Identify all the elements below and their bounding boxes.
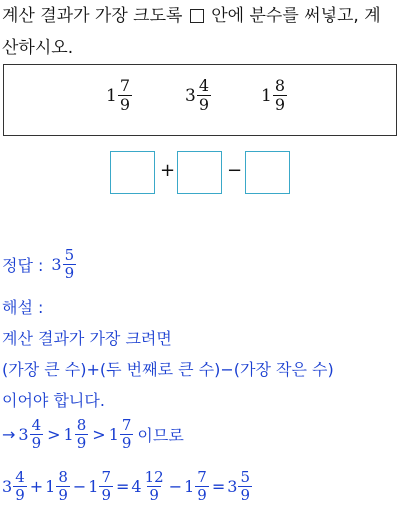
denominator: 9 <box>119 95 131 114</box>
comparison-fraction-b <box>64 418 90 451</box>
denominator: 9 <box>198 95 210 114</box>
whole: 1 <box>106 85 117 106</box>
explanation-line-2: (가장 큰 수)+(두 번째로 큰 수)−(가장 작은 수) <box>2 360 334 379</box>
denominator: 9 <box>149 486 159 504</box>
whole: 3 <box>18 425 29 444</box>
numerator: 4 <box>31 416 42 434</box>
greater-than-2: > <box>92 425 106 444</box>
denominator: 9 <box>101 486 112 504</box>
answer-label: 정답 : <box>2 256 44 275</box>
minus-operator: − <box>227 160 243 181</box>
whole: 3 <box>227 477 238 496</box>
whole: 1 <box>184 477 195 496</box>
numerator: 12 <box>144 468 164 486</box>
greater-than-1: > <box>47 425 61 444</box>
answer-box-1[interactable] <box>110 151 155 194</box>
numerator: 4 <box>15 468 25 486</box>
arrow-icon: → <box>2 425 16 444</box>
whole: 4 <box>131 477 142 496</box>
numerator: 5 <box>240 468 250 486</box>
numerator: 7 <box>121 416 132 434</box>
answer-fraction <box>51 248 77 281</box>
numerator: 8 <box>274 76 286 95</box>
denominator: 9 <box>274 95 286 114</box>
problem-text-a: 계산 결과가 가장 크도록 <box>2 6 183 26</box>
numerator: 8 <box>76 416 87 434</box>
comparison-line <box>2 418 184 451</box>
calc-op-3: − <box>168 477 183 496</box>
denominator: 9 <box>76 434 87 452</box>
answer-line <box>2 248 77 281</box>
given-fraction-1 <box>106 78 133 113</box>
denominator: 9 <box>58 486 68 504</box>
numerator: 7 <box>119 76 131 95</box>
problem-text-b: 안에 분수를 써넣고, 계 <box>211 6 381 26</box>
numerator: 5 <box>64 246 75 264</box>
whole: 3 <box>185 85 196 106</box>
answer-box-3[interactable] <box>245 151 290 194</box>
comparison-fraction-a <box>18 418 44 451</box>
calc-term-2 <box>45 470 71 503</box>
calc-equals-1: = <box>116 477 130 496</box>
whole: 1 <box>45 477 56 496</box>
denominator: 9 <box>121 434 132 452</box>
explanation-label: 해설 : <box>2 298 44 317</box>
whole: 1 <box>63 425 74 444</box>
whole: 1 <box>108 425 119 444</box>
numerator: 4 <box>198 76 210 95</box>
numerator: 7 <box>197 468 207 486</box>
whole: 1 <box>88 477 99 496</box>
whole: 3 <box>51 255 62 274</box>
comparison-suffix: 이므로 <box>137 426 184 445</box>
given-fraction-2 <box>185 78 212 113</box>
whole: 3 <box>2 477 13 496</box>
calculation-line <box>2 470 253 503</box>
explanation-line-1: 계산 결과가 가장 크려면 <box>2 329 172 348</box>
denominator: 9 <box>15 486 25 504</box>
denominator: 9 <box>197 486 207 504</box>
problem-line-2: 산하시오. <box>2 38 74 58</box>
calc-term-5 <box>184 470 210 503</box>
given-fractions-box <box>3 64 397 136</box>
plus-operator: + <box>160 160 176 181</box>
calc-term-3 <box>88 470 114 503</box>
answer-box-2[interactable] <box>177 151 222 194</box>
calc-equals-2: = <box>211 477 226 496</box>
given-fraction-3 <box>261 78 288 113</box>
explanation-line-3: 이어야 합니다. <box>2 391 105 410</box>
denominator: 9 <box>64 264 75 282</box>
blank-box-icon <box>190 9 204 23</box>
denominator: 9 <box>240 486 250 504</box>
problem-line-1 <box>2 1 381 26</box>
numerator: 7 <box>101 468 112 486</box>
calc-op-1: + <box>29 477 44 496</box>
denominator: 9 <box>31 434 42 452</box>
calc-op-2: − <box>72 477 87 496</box>
calc-term-4 <box>131 470 166 503</box>
whole: 1 <box>261 85 272 106</box>
calc-term-6 <box>227 470 253 503</box>
numerator: 8 <box>58 468 68 486</box>
comparison-fraction-c <box>109 418 135 451</box>
calc-term-1 <box>2 470 28 503</box>
